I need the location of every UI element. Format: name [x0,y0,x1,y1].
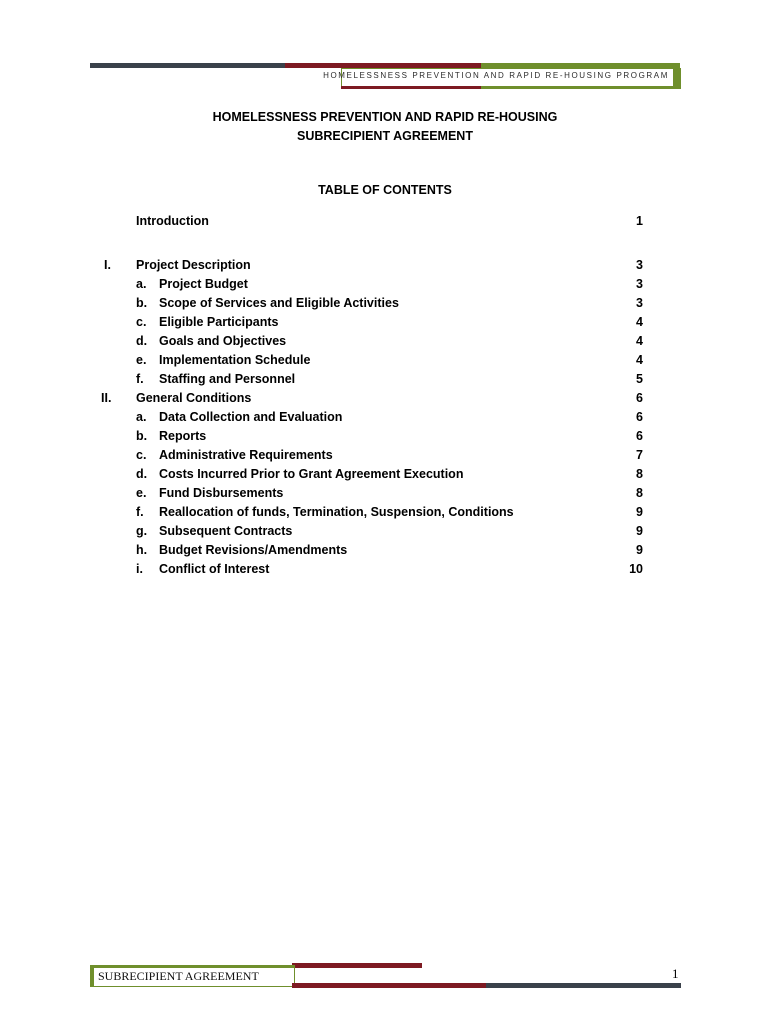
toc-item [0,429,770,448]
toc-item-letter: i. [136,562,143,576]
toc-label: Staffing and Personnel [159,372,296,386]
header-underline-green [481,86,681,89]
toc-label: Introduction [136,214,209,228]
toc-item [0,505,770,524]
toc-label: Project Description [136,258,251,272]
footer-doc-label: SUBRECIPIENT AGREEMENT [98,969,259,983]
toc-page: 3 [636,296,643,310]
toc-page: 7 [636,448,643,462]
toc-label: General Conditions [136,391,252,405]
toc-page: 6 [636,410,643,424]
toc-label: Eligible Participants [159,315,279,329]
toc-label: Fund Disbursements [159,486,284,500]
toc-item [0,486,770,505]
toc-item-letter: h. [136,543,148,557]
toc-page: 1 [636,214,643,228]
footer-bar-red-bottom [292,983,486,988]
header-underline-red [341,86,481,89]
toc-label: Subsequent Contracts [159,524,293,538]
toc-section-1 [0,258,770,277]
toc-section-number: II. [101,391,112,405]
toc-item-letter: b. [136,296,148,310]
footer-label-box [90,965,295,987]
toc-label: Reports [159,429,207,443]
toc-item [0,448,770,467]
header-program-box [323,68,681,87]
toc-label: Administrative Requirements [159,448,333,462]
toc-item-letter: f. [136,372,144,386]
toc-row-introduction [0,214,770,233]
footer-page-number: 1 [672,966,679,981]
toc-page: 3 [636,277,643,291]
toc-page: 6 [636,429,643,443]
toc-page: 9 [636,524,643,538]
toc-item-letter: b. [136,429,148,443]
toc-item [0,562,770,581]
header-underline [341,86,681,89]
document-title-line1: HOMELESSNESS PREVENTION AND RAPID RE-HOUSING [212,110,558,124]
toc-page: 9 [636,543,643,557]
toc-item [0,334,770,353]
toc-label: Implementation Schedule [159,353,311,367]
toc-item [0,372,770,391]
header-program-text: HOMELESSNESS PREVENTION AND RAPID RE-HOUSING PROGRAM [323,71,669,80]
toc-page: 6 [636,391,643,405]
toc-item-letter: d. [136,334,148,348]
toc-item [0,353,770,372]
toc-item [0,524,770,543]
toc-item-letter: d. [136,467,148,481]
toc-label: Reallocation of funds, Termination, Suspension, Conditions [159,505,514,519]
toc-label: Costs Incurred Prior to Grant Agreement Execution [159,467,464,481]
toc-item-letter: a. [136,277,147,291]
toc-page: 8 [636,467,643,481]
toc-label: Conflict of Interest [159,562,270,576]
toc-page: 4 [636,315,643,329]
toc-item [0,296,770,315]
toc-page: 4 [636,334,643,348]
toc-label: Goals and Objectives [159,334,287,348]
toc-label: Scope of Services and Eligible Activities [159,296,399,310]
footer-bar-red-top [292,963,422,968]
footer-bar-gray [486,983,681,988]
toc-page: 5 [636,372,643,386]
header-bar-gray [90,63,285,68]
toc-item [0,467,770,486]
toc-item [0,277,770,296]
toc-item [0,543,770,562]
toc-page: 9 [636,505,643,519]
toc-item-letter: c. [136,448,147,462]
toc-label: Budget Revisions/Amendments [159,543,348,557]
toc-heading: TABLE OF CONTENTS [318,183,452,197]
toc-section-number: I. [104,258,111,272]
toc-item-letter: f. [136,505,144,519]
toc-label: Data Collection and Evaluation [159,410,343,424]
toc-page: 8 [636,486,643,500]
document-title-line2: SUBRECIPIENT AGREEMENT [297,129,473,143]
toc-page: 10 [629,562,643,576]
toc-item-letter: g. [136,524,148,538]
toc-label: Project Budget [159,277,248,291]
toc-item-letter: a. [136,410,147,424]
toc-item [0,410,770,429]
toc-item-letter: c. [136,315,147,329]
toc-item-letter: e. [136,353,147,367]
toc-page: 3 [636,258,643,272]
toc-item [0,315,770,334]
toc-section-2 [0,391,770,410]
toc-item-letter: e. [136,486,147,500]
toc-page: 4 [636,353,643,367]
